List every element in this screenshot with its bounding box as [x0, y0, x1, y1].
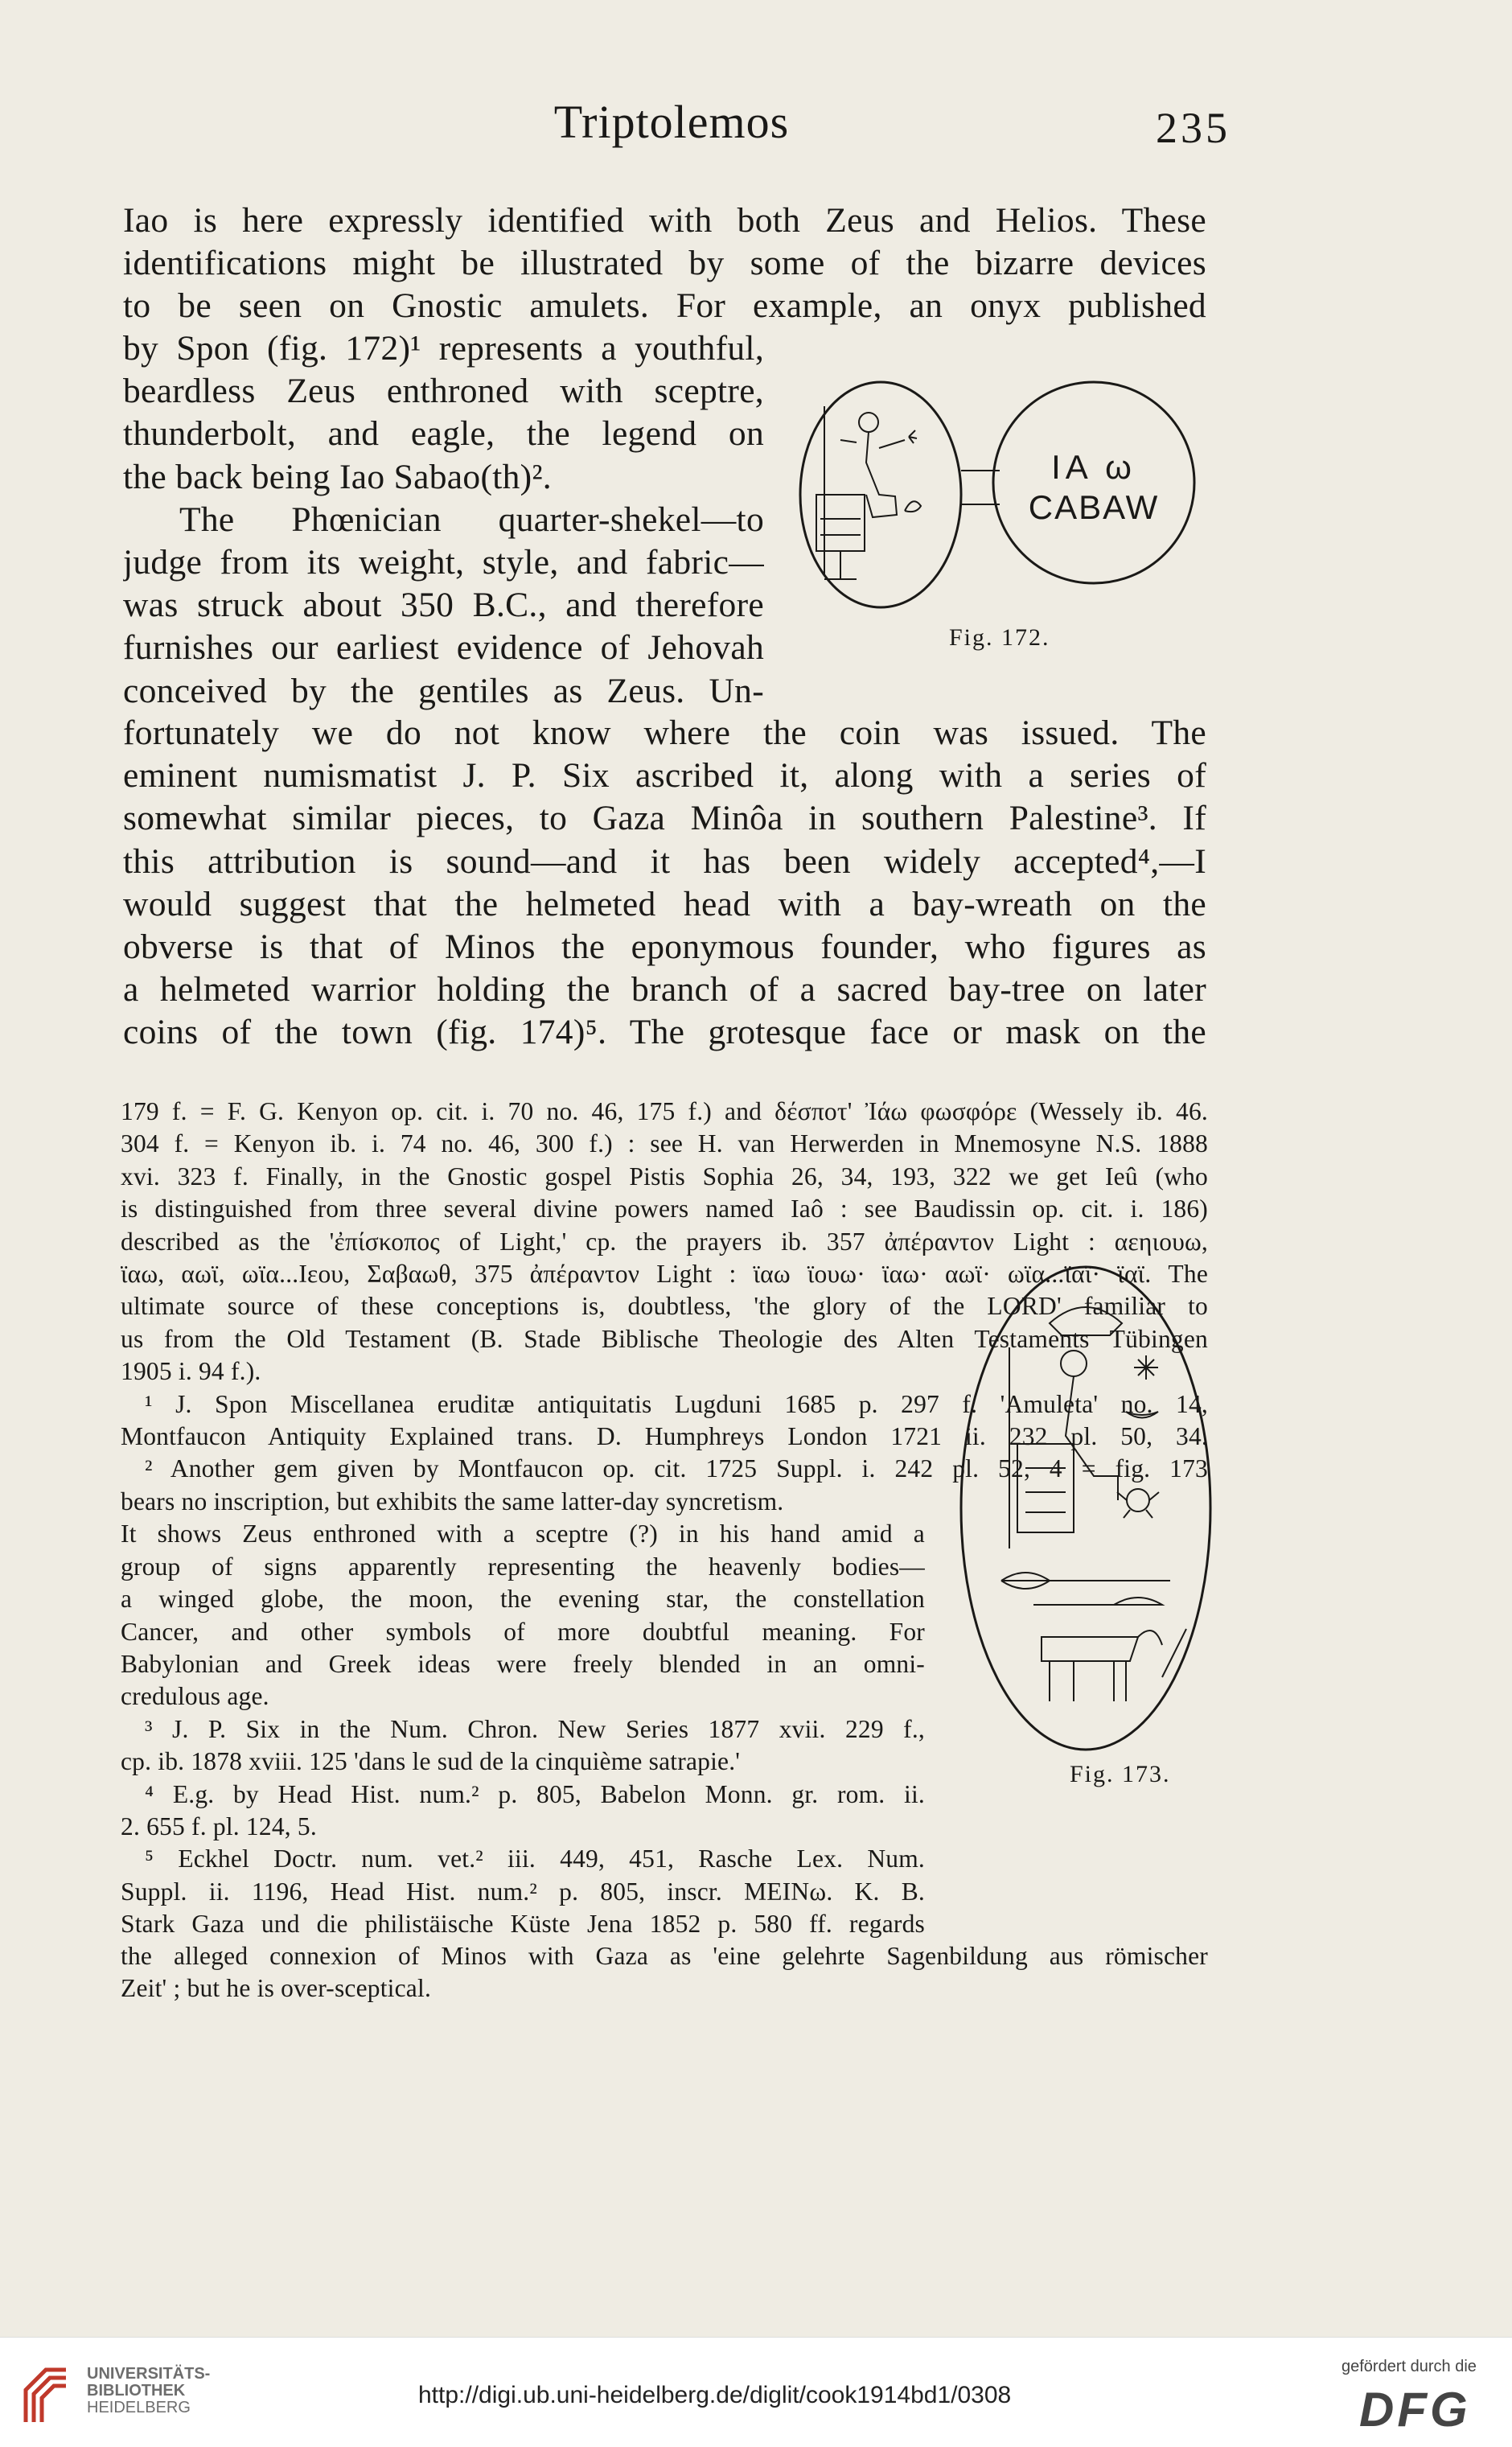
footnote-line: ⁵ Eckhel Doctr. num. vet.² iii. 449, 451, Rasche Lex. Num. — [145, 1845, 925, 1873]
body-line: fortunately we do not know where the coin was issued. The — [123, 714, 1206, 752]
permalink-url[interactable]: http://digi.ub.uni-heidelberg.de/diglit/cook1914bd1/0308 — [418, 2382, 1012, 2408]
running-title: Triptolemos — [553, 96, 790, 148]
institution-name-line: BIBLIOTHEK — [87, 2382, 186, 2400]
figure-172-gem — [792, 374, 1210, 615]
cancer-constellation-icon — [1117, 1489, 1159, 1518]
body-line: beardless Zeus enthroned with sceptre, — [123, 372, 764, 411]
body-line: judge from its weight, style, and fabric— — [123, 542, 764, 582]
body-line: to be seen on Gnostic amulets. For example, an onyx published — [123, 286, 1206, 326]
body-line: was struck about 350 B.C., and therefore — [123, 586, 764, 625]
institution-name — [87, 2366, 210, 2416]
gem-legend-line1: IA ω — [1051, 448, 1136, 486]
body-line: would suggest that the helmeted head with a bay-wreath on the — [123, 884, 1206, 923]
body-line: coins of the town (fig. 174)⁵. The grotesque face or mask on the — [123, 1013, 1206, 1052]
figure-172-caption: Fig. 172. — [949, 624, 1050, 651]
body-paragraph-top — [123, 199, 1206, 328]
footnote-line: ² Another gem given by Montfaucon op. cit. 1725 Suppl. i. 242 pl. 52, 4 = fig. 173 — [145, 1454, 1208, 1483]
footnote-line: ¹ J. Spon Miscellanea eruditæ antiquitatis Lugduni 1685 p. 297 f. 'Amuleta' no. 14, — [145, 1389, 1208, 1418]
footnote-line: xvi. 323 f. Finally, in the Gnostic gospel Pistis Sophia 26, 34, 193, 322 we get Ieû (who — [121, 1162, 1208, 1191]
page-number: 235 — [1156, 104, 1231, 152]
enthroned-zeus-icon — [816, 406, 921, 579]
gem-legend-line2: CABAW — [1028, 488, 1160, 526]
institution-name-line: UNIVERSITÄTS- — [87, 2365, 211, 2383]
page-header — [113, 95, 1231, 159]
footnote-line: Montfaucon Antiquity Explained trans. D. Humphreys London 1721 ii. 232 pl. 50, 34. — [121, 1421, 1208, 1450]
dfg-logo: DFG — [1359, 2383, 1471, 2437]
footnote-line: Suppl. ii. 1196, Head Hist. num.² p. 805, inscr. ΜΕΙΝω. K. B. — [121, 1877, 925, 1906]
footnote-line: credulous age. — [121, 1682, 269, 1711]
footnote-line: ϊαω, αωϊ, ωϊα...Ιεου, Σαβαωθ, 375 ἀπέραντον Light : ϊαω ϊουω· ϊαω· αωϊ· ωϊα...ϊαϊ· ϊαϊ. The — [121, 1259, 1208, 1288]
footnote-line: Stark Gaza und die philistäische Küste Jena 1852 p. 580 ff. regards — [121, 1910, 925, 1939]
body-line: furnishes our earliest evidence of Jehovah — [123, 628, 764, 668]
university-library-logo — [18, 2362, 74, 2426]
body-line: identifications might be illustrated by some of the bizarre devices — [123, 244, 1206, 283]
footnote-line: ⁴ E.g. by Head Hist. num.² p. 805, Babelon Monn. gr. rom. ii. — [145, 1779, 925, 1808]
figure-173-caption: Fig. 173. — [1070, 1761, 1171, 1787]
enthroned-zeus-icon — [1009, 1307, 1122, 1548]
body-line: obverse is that of Minos the eponymous founder, who figures as — [123, 927, 1206, 966]
body-line: the back being Iao Sabao(th)². — [123, 457, 552, 496]
footnote-line: bears no inscription, but exhibits the same latter-day syncretism. — [121, 1487, 784, 1515]
footnote-line: ultimate source of these conceptions is, doubtless, 'the glory of the LORD' familiar to — [121, 1292, 1208, 1321]
footnote-line: cp. ib. 1878 xviii. 125 'dans le sud de la cinquième satrapie.' — [121, 1747, 741, 1776]
body-paragraph-bottom — [123, 712, 1206, 1055]
footnote-line: us from the Old Testament (B. Stade Biblische Theologie des Alten Testaments Tübingen — [121, 1324, 1208, 1353]
body-line: somewhat similar pieces, to Gaza Minôa in southern Palestine³. If — [123, 799, 1206, 838]
footnote-line: is distinguished from three several divine powers named Iaô : see Baudissin op. cit. i. 186) — [121, 1195, 1208, 1224]
footnotes-bottom — [121, 1940, 1208, 2005]
footnote-line: described as the 'ἐπίσκοπος of Light,' cp. the prayers ib. 357 ἀπέραντον Light : αεηιουω, — [121, 1227, 1208, 1256]
body-line: Iao is here expressly identified with both Zeus and Helios. These — [123, 201, 1206, 240]
footnote-line: group of signs apparently representing the heavenly bodies— — [121, 1552, 925, 1581]
library-footer — [0, 2337, 1512, 2447]
footnote-line: ³ J. P. Six in the Num. Chron. New Series 1877 xvii. 229 f., — [145, 1714, 925, 1743]
fish-symbol-icon — [1001, 1573, 1170, 1605]
body-line: eminent numismatist J. P. Six ascribed it, along with a series of — [123, 756, 1206, 796]
footnote-line: a winged globe, the moon, the evening star, the constellation — [121, 1585, 925, 1614]
footnote-line: 1905 i. 94 f.). — [121, 1357, 261, 1386]
body-line: this attribution is sound—and it has been widely accepted⁴,—I — [123, 841, 1206, 881]
footnote-line: Zeit' ; but he is over-sceptical. — [121, 1974, 432, 2003]
body-paragraph-beside-figure — [123, 327, 764, 713]
figure-173-gem — [953, 1259, 1218, 1758]
walking-beast-icon — [1042, 1629, 1186, 1701]
body-line: The Phœnician quarter-shekel—to — [179, 500, 764, 539]
funding-note: gefördert durch die — [1341, 2358, 1477, 2375]
evening-star-icon — [1134, 1355, 1158, 1380]
footnote-line: It shows Zeus enthroned with a sceptre (?) in his hand amid a — [121, 1520, 925, 1548]
footnote-line: the alleged connexion of Minos with Gaza as 'eine gelehrte Sagenbildung aus römischer — [121, 1942, 1208, 1970]
body-line: conceived by the gentiles as Zeus. Un- — [123, 671, 764, 710]
body-line: by Spon (fig. 172)¹ represents a youthful, — [123, 329, 764, 368]
footnote-line: 179 f. = F. G. Kenyon op. cit. i. 70 no. 46, 175 f.) and δέσποτ' Ἰάω φωσφόρε (Wessely ib. 46. — [121, 1097, 1208, 1125]
footnote-line: 304 f. = Kenyon ib. i. 74 no. 46, 300 f.) : see H. van Herwerden in Mnemosyne N.S. 1888 — [121, 1129, 1208, 1158]
footnote-line: 2. 655 f. pl. 124, 5. — [121, 1812, 317, 1840]
body-line: thunderbolt, and eagle, the legend on — [123, 414, 764, 454]
footnote-line: Cancer, and other symbols of more doubtful meaning. For — [121, 1617, 925, 1646]
body-line: a helmeted warrior holding the branch of a sacred bay-tree on later — [123, 970, 1206, 1010]
footnote-line: Babylonian and Greek ideas were freely blended in an omni- — [121, 1649, 925, 1678]
moon-icon — [1126, 1412, 1158, 1418]
institution-name-line: HEIDELBERG — [87, 2399, 191, 2416]
footnotes-beside-figure — [121, 1486, 925, 1940]
